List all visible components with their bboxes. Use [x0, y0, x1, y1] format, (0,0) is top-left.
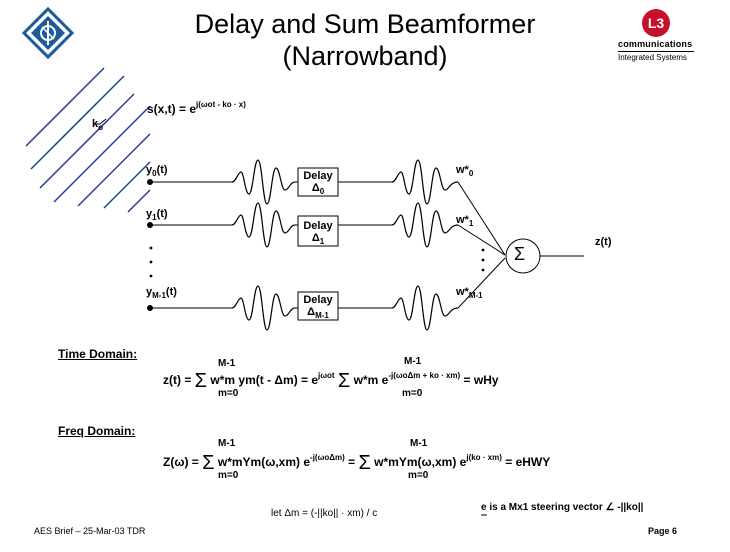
time-domain-equation: z(t) = Σ w*m $ym(t - \Delta m) = e^{j\omega ot}$ Σ w*m $e^{-j(\omega o\Delta m + ko \cdot xm)}$ = wHy: [163, 370, 499, 392]
footer-left: AES Brief – 25-Mar-03 TDR: [34, 526, 146, 536]
sum-symbol: Σ: [514, 244, 526, 264]
td-sum1-upper: M-1: [218, 358, 236, 369]
input-label-0: $y_0(t)$: [146, 164, 168, 178]
title-line-2: (Narrowband): [282, 41, 448, 71]
td-sum2-lower: m=0: [402, 388, 423, 399]
delay-label-1: Delay $\Delta_1$: [303, 220, 333, 246]
td-sum1-lower: m=0: [218, 388, 239, 399]
signal-expression: $s(x,t) = e^{j(\omega ot - ko \cdot x)}$: [147, 100, 246, 116]
weight-label-m1: $w*_{M-1}$: [456, 286, 483, 300]
fd-sum2-lower: m=0: [408, 470, 429, 481]
delay-definition-note: let Δm = (-||ko|| · xm) / c: [271, 508, 378, 519]
svg-text:L3: L3: [647, 15, 665, 31]
wave-vector-label: $k_o$: [92, 118, 104, 132]
weight-label-0: $w*_0$: [456, 164, 474, 178]
fd-sum1-upper: M-1: [218, 438, 236, 449]
input-label-1: $y_1(t)$: [146, 208, 168, 222]
wavelets-post: [392, 160, 458, 330]
steering-vector-note: e is a Mx1 steering vector ∠ -||ko||: [481, 502, 644, 513]
freq-domain-equation: Z(ω) = Σ w*mYm(ω,xm) $e^{-j(\omega o\Delta m)} = \Sigma$ w*mYm(ω,xm) $e^{j(ko \cdot xm)}$ = eHWY: [163, 452, 551, 474]
fd-sum2-upper: M-1: [410, 438, 428, 449]
td-sum2-upper: M-1: [404, 356, 422, 367]
fd-sum1-lower: m=0: [218, 470, 239, 481]
division-name: Integrated Systems: [618, 53, 687, 62]
delay-label-0: Delay $\Delta_0$: [303, 170, 333, 196]
delay-label-m1: Delay $\Delta_{M-1}$: [303, 294, 333, 320]
company-name: communications: [618, 39, 693, 49]
plane-wavefronts: [26, 68, 150, 212]
weight-label-1: $w*_1$: [456, 214, 474, 228]
input-label-m1: $y_{M-1}(t)$: [146, 286, 177, 300]
page-number: Page 6: [648, 526, 678, 536]
wavelets-pre: [232, 160, 295, 330]
output-label: z(t): [595, 236, 612, 248]
time-domain-heading: Time Domain:: [58, 347, 138, 361]
freq-domain-heading: Freq Domain:: [58, 424, 136, 438]
title-line-1: Delay and Sum Beamformer: [194, 9, 536, 39]
